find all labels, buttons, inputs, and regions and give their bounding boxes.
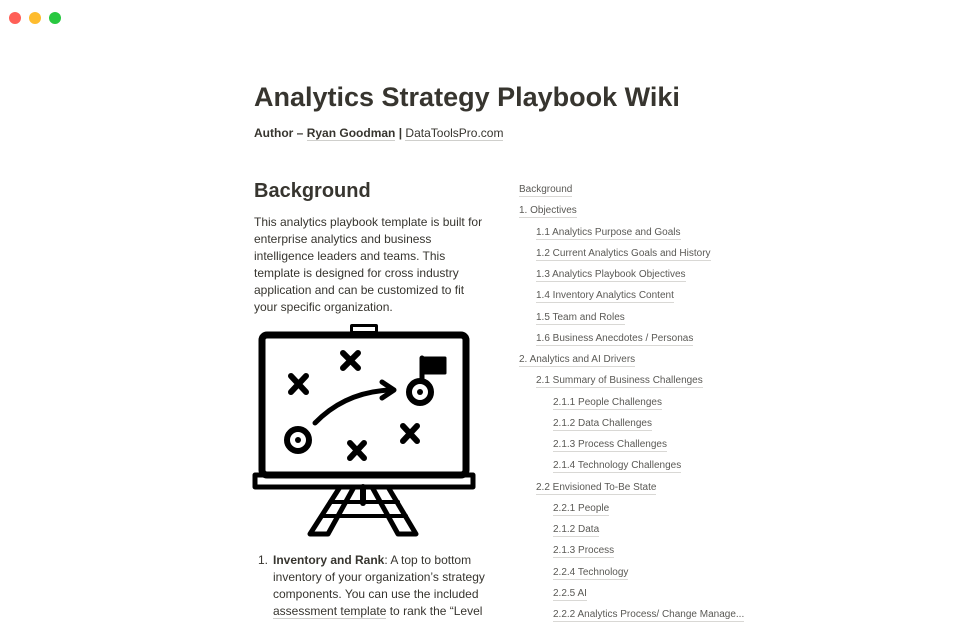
toc-item[interactable]: [536, 374, 703, 387]
author-line: [254, 126, 503, 140]
site-link[interactable]: DataToolsPro.com: [405, 126, 504, 140]
toc-item-label: 2.1.1 People Challenges: [553, 396, 662, 408]
toc-item-label: Background: [519, 184, 573, 195]
window-controls: [9, 12, 61, 24]
toc-item-label: 1.4 Inventory Analytics Content: [536, 290, 674, 302]
toc-item-label: 2.2.2 Analytics Process/ Change Manage...: [553, 609, 745, 620]
toc-item-label: 2.1.3 Process: [553, 545, 615, 557]
toc-item-label: 2.2 Envisioned To-Be State: [536, 481, 657, 493]
toc-item[interactable]: [553, 438, 667, 451]
toc-item[interactable]: [553, 523, 599, 536]
toc-item-label: 2.2.4 Technology: [553, 566, 629, 578]
assessment-template-link[interactable]: assessment template: [273, 604, 387, 618]
toc-item-label: 2.1.2 Data: [553, 524, 600, 535]
toc-item-label: 1.1 Analytics Purpose and Goals: [536, 226, 681, 238]
toc-item[interactable]: [536, 268, 686, 281]
numbered-list: [254, 552, 494, 620]
toc-item[interactable]: [536, 226, 681, 239]
list-item: [254, 552, 494, 620]
toc-item[interactable]: [553, 587, 587, 600]
toc-item-label: 2.2.5 AI: [553, 587, 587, 599]
toc-item-label: 2.1.4 Technology Challenges: [553, 460, 682, 472]
toc-item-label: 1.5 Team and Roles: [536, 311, 625, 323]
toc-item[interactable]: [536, 481, 656, 494]
author-label: Author –: [254, 126, 304, 140]
list-item-text-after: to rank the “Level: [386, 604, 483, 618]
toc-item-label: 1.6 Business Anecdotes / Personas: [536, 332, 694, 344]
close-window-button[interactable]: [9, 12, 21, 24]
toc-item[interactable]: [553, 502, 609, 515]
list-item-body: [273, 552, 494, 620]
toc-item-label: 1.3 Analytics Playbook Objectives: [536, 269, 686, 280]
list-item-title: Inventory and Rank: [273, 553, 385, 567]
list-item-number: 1.: [258, 553, 269, 567]
toc-item[interactable]: [536, 289, 674, 302]
toc-item[interactable]: [519, 183, 572, 196]
background-heading: Background: [254, 180, 371, 202]
background-text: This analytics playbook template is built for enterprise analytics and business intelligence leaders and teams. This template is designed for cross industry application and can be customized to fit your specific organization.: [254, 215, 483, 314]
toc-item-label: 1. Objectives: [519, 205, 577, 217]
toc-item[interactable]: [519, 353, 635, 366]
zoom-window-button[interactable]: [49, 12, 61, 24]
toc-item[interactable]: [536, 311, 625, 324]
toc-item[interactable]: [519, 204, 577, 217]
author-name-link[interactable]: Ryan Goodman: [306, 126, 396, 140]
minimize-window-button[interactable]: [29, 12, 41, 24]
page-title: Analytics Strategy Playbook Wiki: [254, 82, 680, 112]
toc-item[interactable]: [553, 417, 652, 430]
toc-item[interactable]: [553, 608, 744, 621]
toc-item-label: 2.1 Summary of Business Challenges: [536, 375, 703, 387]
toc-item-label: 2. Analytics and AI Drivers: [519, 354, 636, 365]
strategy-whiteboard-icon: [250, 320, 480, 542]
list-item-text: : A top to bottom inventory of your organization’s strategy components. You can use the included: [273, 553, 485, 601]
toc-item[interactable]: [553, 544, 614, 557]
toc-item[interactable]: [536, 247, 711, 260]
toc-item[interactable]: [553, 396, 662, 409]
toc-item-label: 2.2.1 People: [553, 502, 610, 514]
author-separator: |: [398, 126, 403, 140]
toc-item-label: 2.1.2 Data Challenges: [553, 417, 652, 429]
toc-item-label: 1.2 Current Analytics Goals and History: [536, 247, 711, 259]
toc-item[interactable]: [536, 332, 693, 345]
toc-item-label: 2.1.3 Process Challenges: [553, 439, 667, 450]
toc-item[interactable]: [553, 566, 628, 579]
toc-item[interactable]: [553, 459, 681, 472]
